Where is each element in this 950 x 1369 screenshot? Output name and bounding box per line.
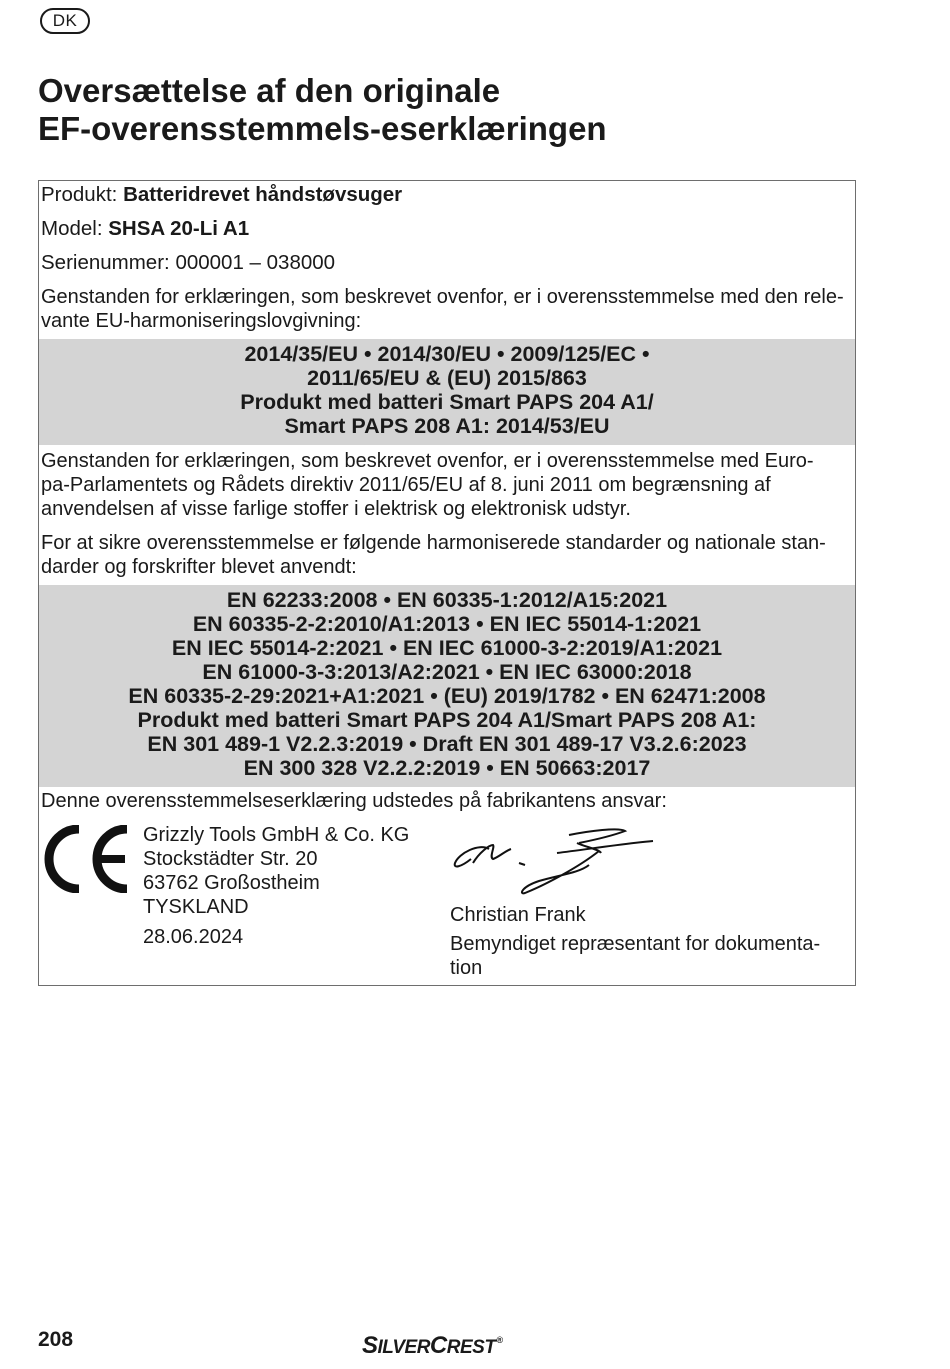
rohs-paragraph (41, 449, 847, 521)
standards-paragraph (41, 531, 847, 579)
directive-line: Smart PAPS 208 A1: 2014/53/EU (284, 414, 610, 438)
standard-line: EN 62233:2008 • EN 60335-1:2012/A15:2021 (226, 588, 668, 612)
serial-label: Serienummer: (41, 251, 170, 274)
manufacturer-country: TYSKLAND (143, 896, 249, 918)
manufacturer-city: 63762 Großostheim (143, 872, 320, 894)
responsibility-text: Denne overensstemmelseserklæring udstedes på fabrikantens ansvar: (41, 790, 667, 812)
serial-value: 000001 – 038000 (175, 251, 336, 274)
standards-text-line-1: For at sikre overensstemmelse er følgende harmoniserede standarder og nationale stan- (41, 532, 826, 554)
brand-logo: SILVERCREST® (362, 1332, 503, 1359)
signer-name: Christian Frank (450, 904, 586, 926)
declaration-date: 28.06.2024 (143, 926, 244, 948)
conformity-paragraph (41, 285, 847, 333)
manufacturer-name: Grizzly Tools GmbH & Co. KG (143, 824, 410, 846)
standards-block (39, 585, 855, 787)
product-row (41, 183, 847, 207)
model-row (41, 217, 847, 241)
signature-image (449, 823, 659, 899)
product-value: Batteridrevet håndstøvsuger (123, 183, 403, 206)
title-line-2: EF-overensstemmels-eserklæringen (38, 110, 607, 147)
rohs-line-3: anvendelsen af visse farlige stoffer i elektrisk og elektronisk udstyr. (41, 498, 631, 520)
signer-role-line-1: Bemyndiget repræsentant for dokumenta- (450, 933, 821, 955)
directives-block (39, 339, 855, 445)
language-badge: DK (40, 8, 90, 34)
standard-line: Produkt med batteri Smart PAPS 204 A1/Smart PAPS 208 A1: (137, 708, 757, 732)
declaration-box (38, 180, 856, 986)
model-label: Model: (41, 217, 103, 240)
page-number: 208 (38, 1328, 74, 1351)
title-line-1: Oversættelse af den originale (38, 72, 501, 109)
rohs-line-1: Genstanden for erklæringen, som beskrevet ovenfor, er i overensstemmelse med Euro- (41, 450, 814, 472)
page-title (38, 72, 607, 148)
directive-line: Produkt med batteri Smart PAPS 204 A1/ (240, 390, 654, 414)
rohs-line-2: pa-Parlamentets og Rådets direktiv 2011/65/EU af 8. juni 2011 om begrænsning af (41, 474, 771, 496)
model-value: SHSA 20-Li A1 (108, 217, 250, 240)
signer-role-line-2: tion (450, 957, 483, 979)
standard-line: EN 60335-2-29:2021+A1:2021 • (EU) 2019/1782 • EN 62471:2008 (128, 684, 766, 708)
standard-line: EN IEC 55014-2:2021 • EN IEC 61000-3-2:2019/A1:2021 (171, 636, 723, 660)
directive-line: 2014/35/EU • 2014/30/EU • 2009/125/EC • (244, 342, 650, 366)
conformity-line-2: vante EU-harmoniseringslovgivning: (41, 310, 362, 332)
manufacturer-street: Stockstädter Str. 20 (143, 848, 318, 870)
directive-line: 2011/65/EU & (EU) 2015/863 (307, 366, 587, 390)
standard-line: EN 61000-3-3:2013/A2:2021 • EN IEC 63000:2018 (202, 660, 692, 684)
manufacturer-address (143, 823, 409, 949)
serial-row (41, 251, 847, 275)
ce-mark-icon (41, 825, 133, 893)
product-label: Produkt: (41, 183, 118, 206)
standards-text-line-2: darder og forskrifter blevet anvendt: (41, 556, 357, 578)
conformity-line-1: Genstanden for erklæringen, som beskrevet ovenfor, er i overensstemmelse med den rele- (41, 286, 844, 308)
standard-line: EN 301 489-1 V2.2.3:2019 • Draft EN 301 489-17 V3.2.6:2023 (147, 732, 747, 756)
standard-line: EN 60335-2-2:2010/A1:2013 • EN IEC 55014-1:2021 (192, 612, 702, 636)
standard-line: EN 300 328 V2.2.2:2019 • EN 50663:2017 (243, 756, 651, 780)
signer-block (450, 903, 820, 980)
